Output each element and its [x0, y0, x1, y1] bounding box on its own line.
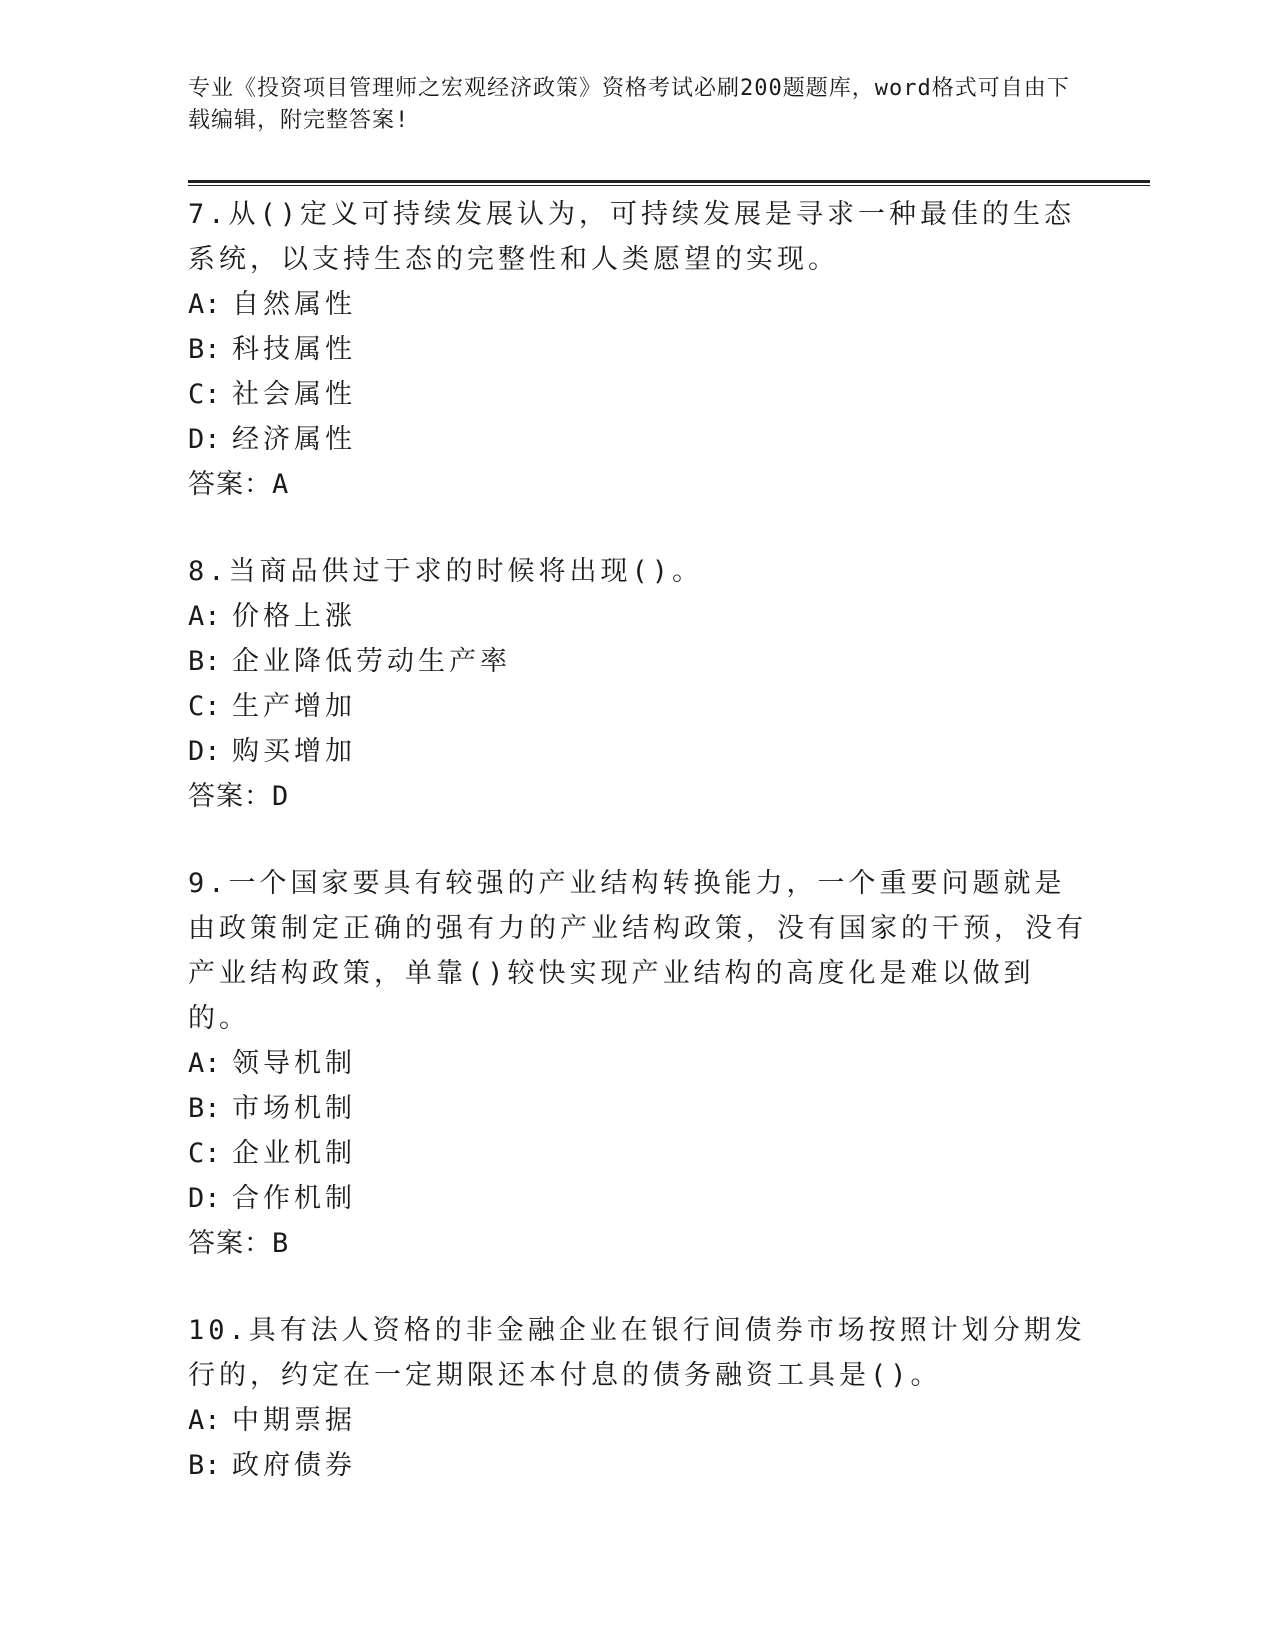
document-intro: 专业《投资项目管理师之宏观经济政策》资格考试必刷200题题库，word格式可自由下载编辑，附完整答案!: [188, 76, 1070, 133]
option-b: [188, 1086, 1088, 1131]
option-text: 自然属性: [232, 289, 356, 320]
option-d: [188, 417, 1088, 462]
option-key: A:: [188, 289, 221, 320]
option-key: C:: [188, 379, 221, 410]
option-d: [188, 729, 1088, 774]
header-divider-thick: [188, 180, 1150, 183]
question-stem: 10.具有法人资格的非金融企业在银行间债券市场按照计划分期发行的，约定在一定期限还本付息的债务融资工具是()。: [188, 1315, 1086, 1391]
answer-line: 答案：A: [188, 469, 290, 500]
option-text: 科技属性: [232, 334, 356, 365]
option-b: [188, 639, 1088, 684]
option-text: 市场机制: [232, 1093, 356, 1124]
option-a: [188, 594, 1088, 639]
option-key: D:: [188, 424, 221, 455]
option-text: 企业降低劳动生产率: [232, 646, 511, 677]
question-list: [188, 192, 1088, 1530]
option-key: B:: [188, 1093, 221, 1124]
option-key: B:: [188, 334, 221, 365]
option-key: A:: [188, 601, 221, 632]
question-stem: 8.当商品供过于求的时候将出现()。: [188, 556, 704, 587]
option-text: 政府债券: [232, 1450, 356, 1481]
option-key: A:: [188, 1405, 221, 1436]
question-10: [188, 1308, 1088, 1488]
answer-line: 答案：D: [188, 781, 290, 812]
option-key: C:: [188, 691, 221, 722]
option-text: 价格上涨: [232, 601, 356, 632]
option-a: [188, 282, 1088, 327]
option-text: 领导机制: [232, 1048, 356, 1079]
option-a: [188, 1041, 1088, 1086]
option-c: [188, 1131, 1088, 1176]
option-key: D:: [188, 736, 221, 767]
option-text: 购买增加: [232, 736, 356, 767]
option-text: 中期票据: [232, 1405, 356, 1436]
option-a: [188, 1398, 1088, 1443]
option-text: 社会属性: [232, 379, 356, 410]
question-8: [188, 549, 1088, 819]
question-stem: 9.一个国家要具有较强的产业结构转换能力，一个重要问题就是由政策制定正确的强有力的产业结构政策，没有国家的干预，没有产业结构政策，单靠()较快实现产业结构的高度化是难以做到的。: [188, 868, 1087, 1034]
option-c: [188, 372, 1088, 417]
question-9: [188, 861, 1088, 1266]
option-text: 合作机制: [232, 1183, 356, 1214]
option-text: 企业机制: [232, 1138, 356, 1169]
option-key: C:: [188, 1138, 221, 1169]
option-text: 生产增加: [232, 691, 356, 722]
answer-line: 答案：B: [188, 1228, 290, 1259]
option-key: A:: [188, 1048, 221, 1079]
option-key: B:: [188, 1450, 221, 1481]
option-b: [188, 327, 1088, 372]
question-stem: 7.从()定义可持续发展认为，可持续发展是寻求一种最佳的生态系统，以支持生态的完整性和人类愿望的实现。: [188, 199, 1076, 275]
option-key: B:: [188, 646, 221, 677]
option-d: [188, 1176, 1088, 1221]
option-text: 经济属性: [232, 424, 356, 455]
header-divider-thin: [188, 185, 1150, 186]
option-b: [188, 1443, 1088, 1488]
question-7: [188, 192, 1088, 507]
option-c: [188, 684, 1088, 729]
option-key: D:: [188, 1183, 221, 1214]
